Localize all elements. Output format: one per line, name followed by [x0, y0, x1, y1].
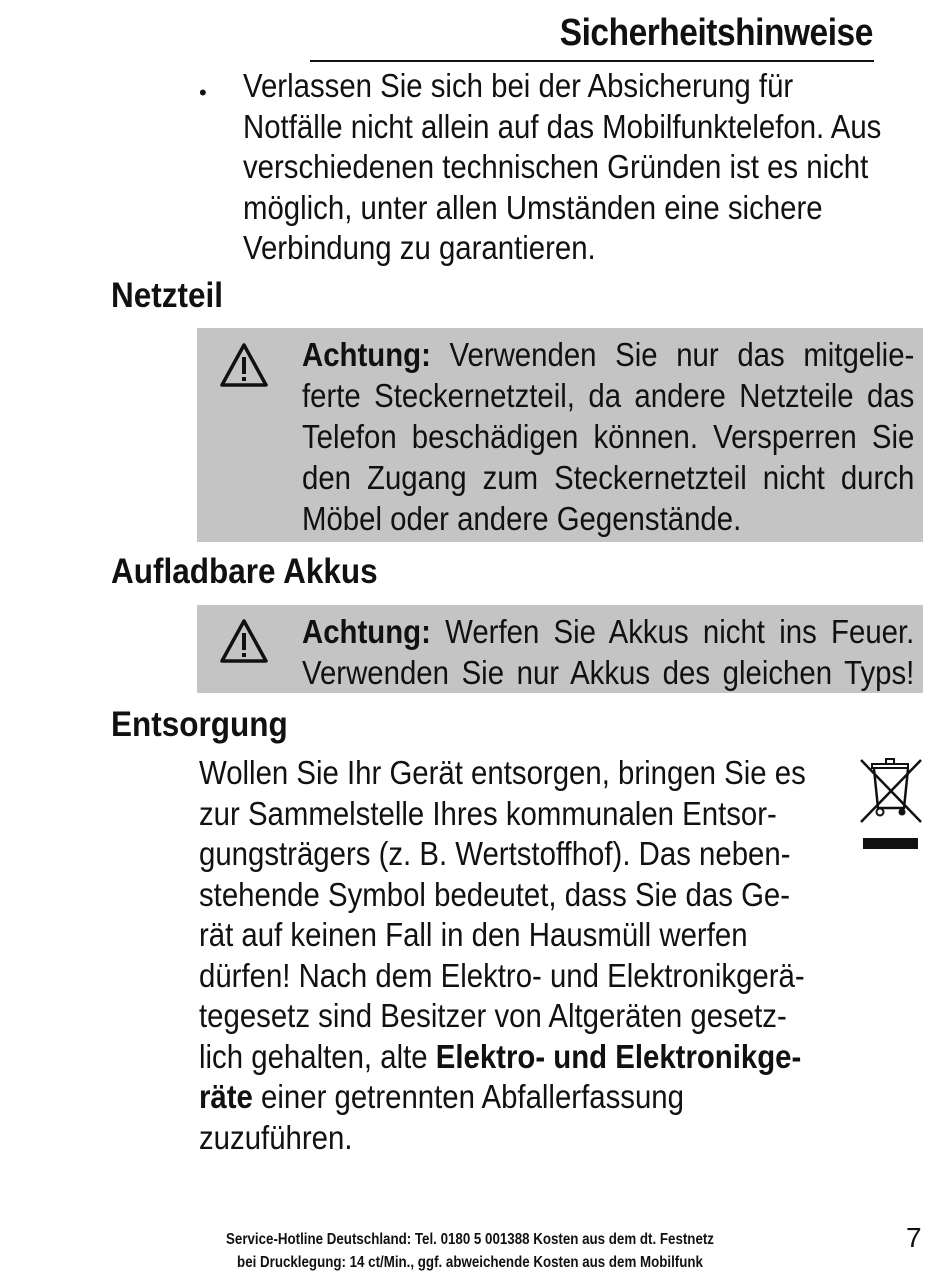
disposal-line: Wollen Sie Ihr Gerät entsorgen, bringen Sie es [199, 754, 806, 791]
bullet-marker: • [199, 80, 207, 105]
crossed-out-wheelie-bin-icon [858, 756, 924, 852]
warning-triangle-icon [219, 618, 269, 664]
warning-label: Achtung: [302, 613, 431, 650]
intro-bullet-text [243, 66, 881, 269]
intro-line: Notfälle nicht allein auf das Mobilfunktelefon. Aus [243, 107, 882, 145]
footer-line: bei Drucklegung: 14 ct/Min., ggf. abweichende Kosten aus dem Mobilfunk [237, 1254, 703, 1271]
intro-line: Verlassen Sie sich bei der Absicherung für [243, 67, 794, 104]
warning-line: ferte Steckernetzteil, da andere Netzteile das [302, 377, 915, 414]
page-title: Sicherheitshinweise [559, 12, 873, 54]
disposal-line: gungsträgers (z. B. Wertstoffhof). Das neben- [199, 835, 791, 872]
warning-text-akkus [302, 611, 914, 693]
warning-line: Verwenden Sie nur das mitgelie- [430, 336, 915, 373]
section-heading-entsorgung: Entsorgung [111, 705, 288, 744]
disposal-line: einer getrennten Abfallerfassung [252, 1078, 684, 1115]
intro-line: Verbindung zu garantieren. [243, 229, 596, 266]
intro-line: verschiedenen technischen Gründen ist es nicht [243, 148, 869, 185]
disposal-line: stehende Symbol bedeutet, dass Sie das Ge- [199, 875, 791, 913]
disposal-line: dürfen! Nach dem Elektro- und Elektronikgerä- [199, 956, 805, 994]
warning-text-netzteil [302, 334, 914, 539]
disposal-line: tegesetz sind Besitzer von Altgeräten gesetz- [199, 997, 787, 1034]
warning-line: Telefon beschädigen können. Versperren Sie [302, 418, 915, 455]
disposal-line: zur Sammelstelle Ihres kommunalen Entsor- [199, 794, 777, 832]
warning-triangle-icon [219, 342, 269, 388]
disposal-bold-term: räte [199, 1078, 253, 1115]
disposal-line: zuzuführen. [199, 1118, 353, 1156]
disposal-line: lich gehalten, alte [199, 1037, 436, 1075]
warning-box-akkus [197, 605, 923, 693]
intro-line: möglich, unter allen Umständen eine sichere [243, 188, 823, 226]
title-rule [310, 60, 874, 62]
footer-line: Service-Hotline Deutschland: Tel. 0180 5 001388 Kosten aus dem dt. Festnetz [226, 1231, 714, 1248]
footer-hotline [150, 1228, 790, 1274]
warning-line: Werfen Sie Akkus nicht ins Feuer. [430, 613, 915, 650]
warning-box-netzteil [197, 328, 923, 542]
warning-line: den Zugang zum Steckernetzteil nicht durch [302, 459, 915, 496]
disposal-line: rät auf keinen Fall in den Hausmüll werfen [199, 916, 748, 953]
page-number: 7 [906, 1222, 922, 1253]
section-heading-netzteil: Netzteil [111, 276, 224, 315]
warning-line: Verwenden Sie nur Akkus des gleichen Typs! [302, 654, 915, 691]
disposal-text [199, 753, 806, 1158]
warning-label: Achtung: [302, 336, 431, 373]
warning-line: Möbel oder andere Gegenstände. [302, 500, 742, 537]
section-heading-akkus: Aufladbare Akkus [111, 552, 378, 591]
disposal-bold-term: Elektro- und Elektronikge- [435, 1037, 802, 1075]
